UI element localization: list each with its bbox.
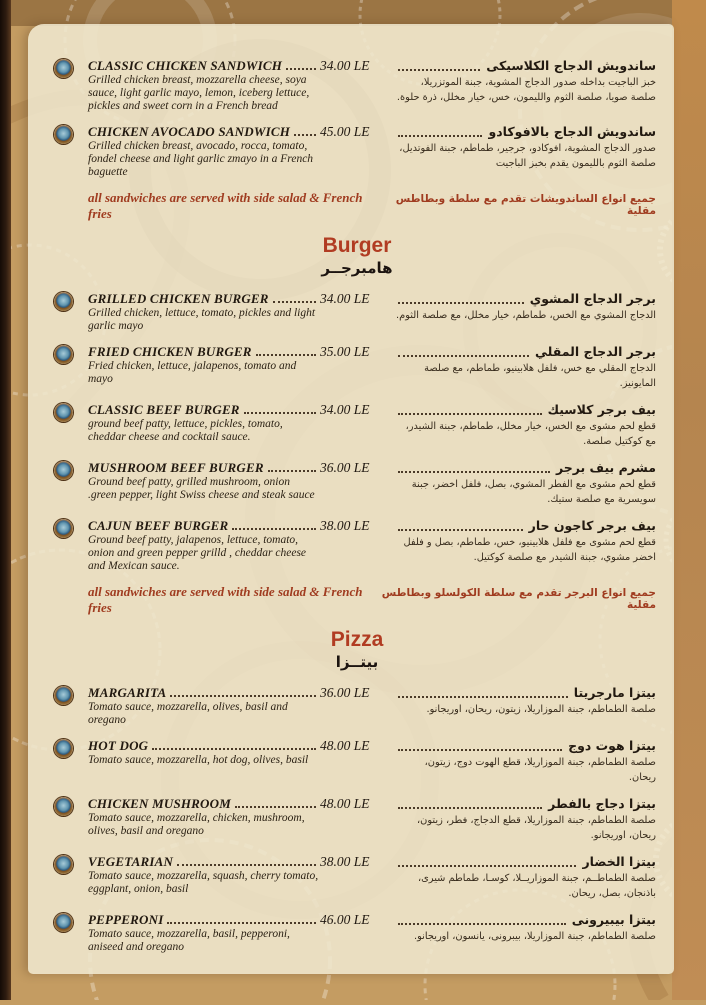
menu-item — [54, 912, 660, 954]
section-burger — [54, 234, 660, 616]
dotted-leader — [398, 413, 542, 415]
brand-medallion-icon — [54, 855, 73, 874]
brand-medallion-icon — [54, 59, 73, 78]
dotted-leader — [398, 865, 576, 867]
item-name-en: CHICKEN MUSHROOM — [88, 796, 231, 811]
item-price: 36.00 LE — [320, 460, 370, 475]
note-english: all sandwiches are served with side salad & French fries — [88, 190, 363, 221]
dotted-leader — [398, 69, 480, 71]
dotted-leader — [294, 134, 316, 136]
brand-medallion-icon — [54, 292, 73, 311]
item-name-ar: برجر الدجاج المشوي — [529, 291, 656, 306]
brand-medallion-icon — [54, 125, 73, 144]
pizza-header — [54, 628, 660, 673]
item-description-ar: قطع لحم مشوى مع الخس، خيار مخلل، طماطم، جبنة الشيدر، مع كوكتيل صلصة. — [405, 421, 656, 447]
section-note — [54, 190, 660, 222]
brand-medallion-icon — [54, 461, 73, 480]
menu-item — [54, 402, 660, 449]
item-description-en: Ground beef patty, jalapenos, lettuce, tomato, onion and green pepper grilld , cheddar cheese and Mexican sauce. — [88, 534, 307, 572]
section-note — [54, 584, 660, 616]
menu-item — [54, 738, 660, 785]
dotted-leader — [398, 529, 523, 531]
item-description-en: ground beef patty, lettuce, pickles, tomato, cheddar cheese and cocktail sauce. — [88, 418, 283, 443]
dotted-leader — [256, 354, 316, 356]
item-name-en: VEGETARIAN — [88, 854, 174, 869]
brand-medallion-icon — [54, 686, 73, 705]
item-description-ar: قطع لحم مشوى مع فلفل هلابينيو، خس، طماطم، بصل و فلفل اخضر مشوي، جبنة الشيدر مع صلصة كوكتيل. — [403, 537, 656, 563]
section-title-ar: هامبرجــر — [321, 259, 393, 277]
dotted-leader — [398, 923, 566, 925]
dotted-leader — [398, 471, 550, 473]
item-description-ar: خبز الباجيت بداخله صدور الدجاج المشوية، جبنة الموتزريلا، صلصة صويا، صلصة الثوم والليمون، خس، خيار مخلل، ذرة حلوة. — [396, 77, 656, 103]
item-name-en: GRILLED CHICKEN BURGER — [88, 291, 269, 306]
menu-page — [28, 24, 674, 974]
item-price: 38.00 LE — [320, 518, 370, 533]
item-name-en: PEPPERONI — [88, 912, 164, 927]
section-title-ar: بيتــزا — [335, 653, 379, 671]
item-name-en: CLASSIC CHICKEN SANDWICH — [88, 58, 283, 73]
section-title-en: Burger — [322, 234, 392, 257]
section-sandwiches — [54, 58, 660, 222]
item-description-ar: صلصة الطماطم، جبنة الموزاريلا، قطع الهوت دوج، زيتون، ريحان. — [424, 757, 656, 783]
item-description-ar: الدجاج المقلي مع خس، فلفل هلابينيو، طماطم، مع صلصة المايونيز. — [424, 363, 656, 389]
brand-medallion-icon — [54, 345, 73, 364]
item-name-ar: بيتزا مارجريتا — [573, 685, 656, 700]
brand-medallion-icon — [54, 403, 73, 422]
sandwich-items — [54, 58, 660, 179]
item-name-ar: مشرم بيف برجر — [555, 460, 656, 475]
item-name-ar: بيف برجر كلاسيك — [547, 402, 656, 417]
menu-item — [54, 58, 660, 113]
dotted-leader — [273, 301, 316, 303]
menu-item — [54, 854, 660, 901]
item-description-en: Grilled chicken breast, mozzarella cheese, soya sauce, light garlic mayo, lemon, iceberg lettuce, pickles and sweet corn in a French bread — [88, 74, 310, 112]
item-price: 45.00 LE — [320, 124, 370, 139]
dotted-leader — [152, 748, 316, 750]
item-description-en: Tomato sauce, mozzarella, hot dog, olives, basil — [88, 754, 309, 766]
section-pizza — [54, 628, 660, 954]
item-name-en: HOT DOG — [88, 738, 149, 753]
dotted-leader — [398, 355, 529, 357]
item-description-ar: صلصة الطماطم، جبنة الموزاريلا، بيبرونى، يانسون، اوريجانو. — [414, 931, 656, 942]
right-border-band — [672, 0, 706, 1000]
dotted-leader — [398, 302, 524, 304]
menu-item — [54, 124, 660, 179]
item-price: 46.00 LE — [320, 912, 370, 927]
item-name-en: CHICKEN AVOCADO SANDWICH — [88, 124, 291, 139]
item-price: 35.00 LE — [320, 344, 370, 359]
item-name-ar: ساندويش الدجاج الكلاسيكى — [486, 58, 656, 73]
item-description-ar: قطع لحم مشوى مع الفطر المشوي، بصل، فلفل اخضر، جبنة سويسرية مع صلصة ستيك. — [411, 479, 656, 505]
item-price: 34.00 LE — [320, 402, 370, 417]
dotted-leader — [170, 695, 316, 697]
note-english: all sandwiches are served with side salad & French fries — [88, 584, 363, 615]
menu-item — [54, 291, 660, 333]
dotted-leader — [398, 696, 568, 698]
menu-item — [54, 460, 660, 507]
item-name-en: FRIED CHICKEN BURGER — [88, 344, 252, 359]
dotted-leader — [398, 749, 562, 751]
item-description-en: Grilled chicken, lettuce, tomato, pickles and light garlic mayo — [88, 307, 316, 332]
note-arabic: جميع انواع الساندويشات تقدم مع سلطة وبطاطس مقلية — [395, 193, 656, 217]
item-price: 34.00 LE — [320, 291, 370, 306]
item-description-ar: صلصة الطماطم، جبنة الموزاريلا، قطع الدجاج، فطر، زيتون، ريحان، اوريجانو. — [417, 815, 656, 841]
item-price: 36.00 LE — [320, 685, 370, 700]
item-description-en: Ground beef patty, grilled mushroom, onion .green pepper, light Swiss cheese and steak sauce — [88, 476, 315, 501]
item-name-en: CAJUN BEEF BURGER — [88, 518, 229, 533]
pizza-items — [54, 685, 660, 954]
item-price: 38.00 LE — [320, 854, 370, 869]
dotted-leader — [177, 864, 316, 866]
menu-item — [54, 344, 660, 391]
dotted-leader — [268, 470, 316, 472]
dotted-leader — [235, 806, 316, 808]
item-name-ar: بيتزا بيبيرونى — [571, 912, 656, 927]
dotted-leader — [398, 807, 542, 809]
item-description-ar: صلصة الطماطم، جبنة الموزاريلا، زيتون، ريحان، اوريجانو. — [426, 704, 656, 715]
item-name-ar: برجر الدجاج المقلي — [535, 344, 656, 359]
menu-item — [54, 685, 660, 727]
item-name-ar: بيتزا دجاج بالفطر — [548, 796, 656, 811]
item-name-ar: بيتزا هوت دوج — [568, 738, 656, 753]
item-description-en: Grilled chicken breast, avocado, rocca, tomato, fondel cheese and light garlic zmayo in a French baguette — [88, 140, 314, 178]
item-description-ar: الدجاج المشوي مع الخس، طماطم، خيار مخلل، مع صلصة الثوم. — [396, 310, 656, 321]
dotted-leader — [232, 528, 316, 530]
item-name-en: CLASSIC BEEF BURGER — [88, 402, 240, 417]
section-title-en: Pizza — [330, 628, 384, 651]
item-price: 34.00 LE — [320, 58, 370, 73]
burger-items — [54, 291, 660, 573]
item-description-en: Fried chicken, lettuce, jalapenos, tomato and mayo — [88, 360, 297, 385]
item-description-en: Tomato sauce, mozzarella, olives, basil and oregano — [88, 701, 288, 726]
menu-item — [54, 518, 660, 573]
item-price: 48.00 LE — [320, 738, 370, 753]
item-name-en: MUSHROOM BEEF BURGER — [88, 460, 264, 475]
item-description-ar: صدور الدجاج المشوية، افوكادو، جرجير، طماطم، جبنة الفوتديل، صلصة الثوم بالليمون يقدم بخبز الباجيت — [399, 143, 656, 169]
brand-medallion-icon — [54, 739, 73, 758]
item-description-en: Tomato sauce, mozzarella, squash, cherry tomato, eggplant, onion, basil — [88, 870, 319, 895]
burger-header — [54, 234, 660, 279]
item-price: 48.00 LE — [320, 796, 370, 811]
dotted-leader — [398, 135, 482, 137]
brand-medallion-icon — [54, 797, 73, 816]
dotted-leader — [167, 922, 316, 924]
brand-medallion-icon — [54, 519, 73, 538]
item-name-en: MARGARITA — [88, 685, 167, 700]
dotted-leader — [286, 68, 316, 70]
brand-medallion-icon — [54, 913, 73, 932]
item-description-ar: صلصة الطماطــم، جبنة الموزاريــلا، كوسـا، طماطم شيرى، باذنجان، بصل، ريحان. — [417, 873, 656, 899]
item-name-ar: بيتزا الخضار — [582, 854, 656, 869]
page-spine-shadow — [0, 0, 11, 1000]
item-description-en: Tomato sauce, mozzarella, basil, pepperoni, aniseed and oregano — [88, 928, 290, 953]
item-description-en: Tomato sauce, mozzarella, chicken, mushroom, olives, basil and oregano — [88, 812, 305, 837]
item-name-ar: ساندويش الدجاج بالافوكادو — [488, 124, 656, 139]
item-name-ar: بيف برجر كاجون حار — [528, 518, 656, 533]
dotted-leader — [244, 412, 316, 414]
menu-item — [54, 796, 660, 843]
note-arabic: جميع انواع البرجر تقدم مع سلطة الكولسلو وبطاطس مقلية — [381, 587, 656, 611]
